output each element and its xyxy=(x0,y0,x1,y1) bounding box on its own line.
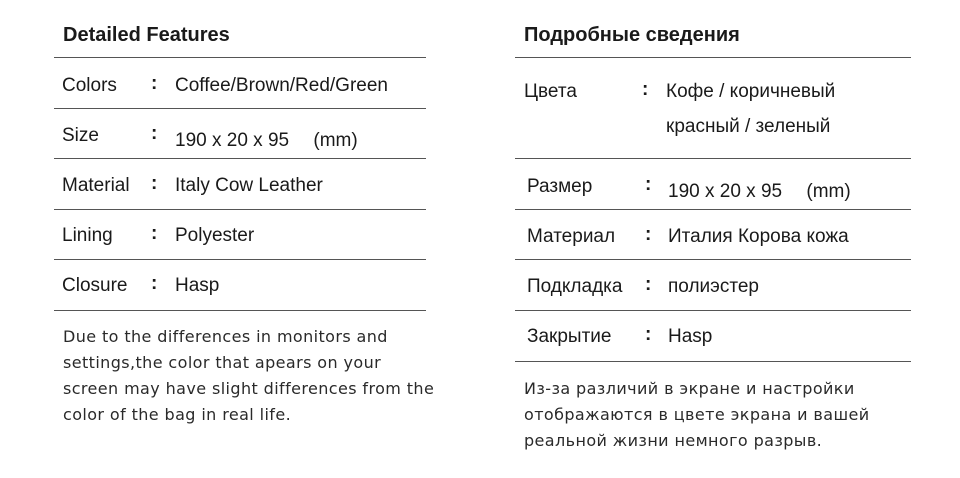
row-separator: : xyxy=(645,224,652,245)
english-title: Detailed Features xyxy=(63,24,230,46)
row-value: Hasp xyxy=(668,326,713,347)
divider xyxy=(54,310,426,311)
row-value-line: Кофе / коричневый xyxy=(666,81,836,102)
divider xyxy=(515,57,911,58)
note-line: screen may have slight differences from the xyxy=(63,379,435,398)
row-label: Material xyxy=(62,175,130,196)
row-label: Lining xyxy=(62,225,113,246)
row-label: Colors xyxy=(62,75,117,96)
row-separator: : xyxy=(645,174,652,195)
note-line: color of the bag in real life. xyxy=(63,405,292,424)
row-separator: : xyxy=(645,324,652,345)
row-separator: : xyxy=(645,274,652,295)
note-line: реальной жизни немного разрыв. xyxy=(524,431,823,450)
row-value: полиэстер xyxy=(668,276,759,297)
row-value: Polyester xyxy=(175,225,255,246)
row-label: Подкладка xyxy=(527,276,623,297)
row-separator: : xyxy=(151,223,158,244)
row-separator: : xyxy=(151,73,158,94)
divider xyxy=(54,108,426,109)
divider xyxy=(515,259,911,260)
color-disclaimer-note xyxy=(524,376,914,454)
row-separator: : xyxy=(151,273,158,294)
row-separator: : xyxy=(151,123,158,144)
russian-title: Подробные сведения xyxy=(524,24,740,46)
row-separator: : xyxy=(642,79,649,100)
row-value-line: красный / зеленый xyxy=(666,116,831,137)
divider xyxy=(54,259,426,260)
divider xyxy=(515,158,911,159)
row-separator: : xyxy=(151,173,158,194)
divider xyxy=(515,361,911,362)
divider xyxy=(54,209,426,210)
row-label: Материал xyxy=(527,226,616,247)
row-value: Hasp xyxy=(175,275,220,296)
russian-features-panel xyxy=(515,0,911,478)
row-value: 190 x 20 x 95 (mm) xyxy=(668,181,851,202)
note-line: Due to the differences in monitors and xyxy=(63,327,388,346)
row-value: Coffee/Brown/Red/Green xyxy=(175,75,388,96)
row-label: Size xyxy=(62,125,99,146)
divider xyxy=(54,57,426,58)
color-disclaimer-note xyxy=(63,324,453,428)
row-value: Италия Корова кожа xyxy=(668,226,849,247)
divider xyxy=(515,209,911,210)
note-line: отображаются в цвете экрана и вашей xyxy=(524,405,870,424)
english-features-panel xyxy=(54,0,435,478)
row-label: Цвета xyxy=(524,81,577,102)
row-label: Закрытие xyxy=(527,326,612,347)
divider xyxy=(515,310,911,311)
row-label: Closure xyxy=(62,275,128,296)
divider xyxy=(54,158,426,159)
row-value: 190 x 20 x 95 (mm) xyxy=(175,130,358,151)
row-value: Italy Cow Leather xyxy=(175,175,323,196)
row-label: Размер xyxy=(527,176,593,197)
note-line: Из-за различий в экране и настройки xyxy=(524,379,855,398)
note-line: settings,the color that apears on your xyxy=(63,353,382,372)
